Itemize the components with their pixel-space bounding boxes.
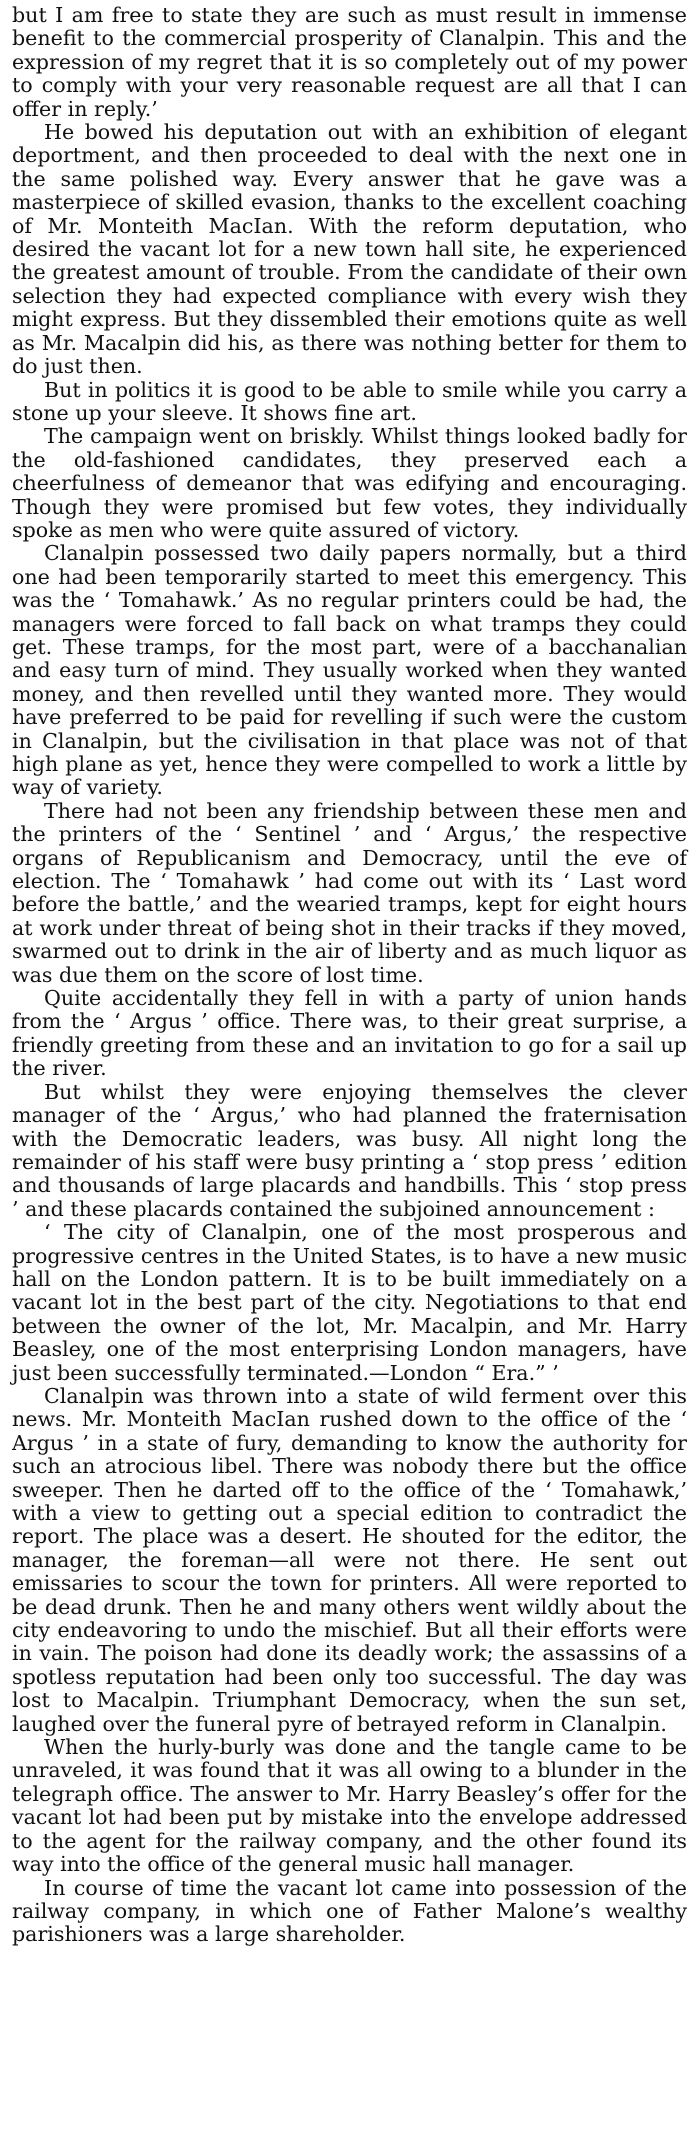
paragraph-6: There had not been any friendship between these men and the printers of the ‘ Sentinel ’ and ‘ Argus,’ the respective organs of Republicanism and Democracy, until the eve of election. The ‘ Tomahawk ’ had come out with its ‘ Last word before the battle,’ and the wearied tramps, kept for eight hours at work under threat of being shot in their tracks if they moved, swarmed out to drink in the air of liberty and as much liquor as was due them on the score of lost time. — [12, 798, 687, 987]
paragraph-3: But in politics it is good to be able to smile while you carry a stone up your sleeve. It shows fine art. — [12, 377, 687, 425]
paragraph-5: Clanalpin possessed two daily papers normally, but a third one had been temporarily started to meet this emergency. This was the ‘ Tomahawk.’ As no regular printers could be had, the managers were forced to fall back on what tramps they could get. These tramps, for the most part, were of a bacchanalian and easy turn of mind. They usually worked when they wanted money, and then revelled until they wanted more. They would have preferred to be paid for revelling if such were the custom in Clanalpin, but the civilisation in that place was not of that high plane as yet, hence they were compelled to work a little by way of variety. — [12, 541, 687, 800]
paragraph-8: But whilst they were enjoying themselves the clever manager of the ‘ Argus,’ who had planned the fraternisation with the Democratic leaders, was busy. All night long the remainder of his staff were busy printing a ‘ stop press ’ edition and thousands of large placards and handbills. This ‘ stop press ’ and these placards contained the subjoined announcement : — [12, 1079, 687, 1221]
paragraph-7: Quite accidentally they fell in with a party of union hands from the ‘ Argus ’ office. There was, to their great surprise, a friendly greeting from these and an invitation to go for a sail up the river. — [12, 986, 687, 1081]
paragraph-12: In course of time the vacant lot came into possession of the railway company, in which one of Father Malone’s wealthy parishioners was a large shareholder. — [12, 1875, 687, 1947]
paragraph-10: Clanalpin was thrown into a state of wild ferment over this news. Mr. Monteith MacIan rushed down to the office of the ‘ Argus ’ in a state of fury, demanding to know the authority for such an atrocious libel. There was nobody there but the office sweeper. Then he darted off to the office of the ‘ Tomahawk,’ with a view to getting out a special edition to contradict the report. The place was a desert. He shouted for the editor, the manager, the foreman—all were not there. He sent out emissaries to scour the town for printers. All were reported to be dead drunk. Then he and many others went wildly about the city endeavoring to undo the mischief. But all their efforts were in vain. The poison had done its deadly work; the assassins of a spotless reputation had been only too successful. The day was lost to Macalpin. Triumphant Democracy, when the sun set, laughed over the funeral pyre of betrayed reform in Clanalpin. — [12, 1383, 687, 1736]
paragraph-2: He bowed his deputation out with an exhibition of elegant deportment, and then proceeded to deal with the next one in the same polished way. Every answer that he gave was a masterpiece of skilled evasion, thanks to the excellent coaching of Mr. Monteith MacIan. With the reform deputation, who desired the vacant lot for a new town hall site, he experienced the greatest amount of trouble. From the candidate of their own selection they had expected compliance with every wish they might express. But they dissembled their emotions quite as well as Mr. Macalpin did his, as there was nothing better for them to do just then. — [12, 120, 687, 379]
paragraph-1: but I am free to state they are such as must result in immense benefit to the commercial prosperity of Clanalpin. This and the expression of my regret that it is so completely out of my power to comply with your very reasonable request are all that I can offer in reply.’ — [12, 3, 687, 121]
quoted-announcement: ‘ The city of Clanalpin, one of the most prosperous and progressive centres in the United States, is to have a new music hall on the London pattern. It is to be built immediately on a vacant lot in the best part of the city. Negotiations to that end between the owner of the lot, Mr. Macalpin, and Mr. Harry Beasley, one of the most enterprising London managers, have just been successfully terminated.—London “ Era.” ’ — [12, 1220, 687, 1385]
paragraph-4: The campaign went on briskly. Whilst things looked badly for the old-fashioned candidates, they preserved each a cheerfulness of demeanor that was edifying and encouraging. Though they were promised but few votes, they individually spoke as men who were quite assured of victory. — [12, 424, 687, 542]
paragraph-11: When the hurly-burly was done and the tangle came to be unraveled, it was found that it was all owing to a blunder in the telegraph office. The answer to Mr. Harry Beasley’s offer for the vacant lot had been put by mistake into the envelope addressed to the agent for the railway company, and the other found its way into the office of the general music hall manager. — [12, 1735, 687, 1877]
